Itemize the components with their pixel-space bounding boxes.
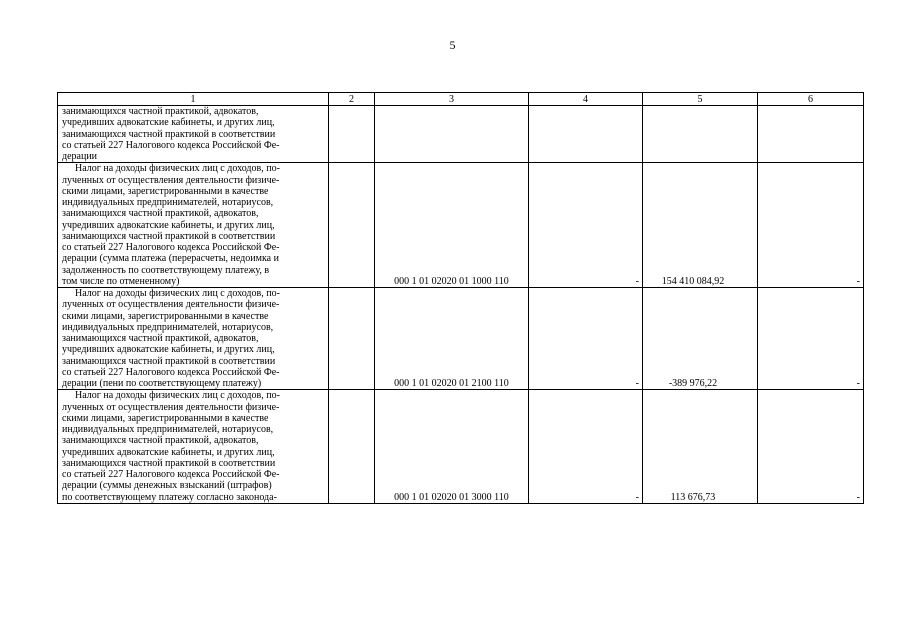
indicator-name-line: занимающихся частной практикой в соответствии	[62, 128, 276, 140]
indicator-name-line: дерации (суммы денежных взысканий (штрафов)	[62, 480, 272, 492]
amount-cell: -389 976,22	[643, 288, 758, 390]
indicator-name-cell	[58, 288, 329, 390]
indicator-name-line: Налог на доходы физических лиц с доходов, по-	[75, 288, 280, 299]
column-4-cell: -	[529, 390, 643, 504]
table-row	[58, 106, 864, 163]
indicator-name-line: занимающихся частной практикой, адвокатов,	[62, 106, 259, 117]
amount-cell	[643, 106, 758, 163]
indicator-name-cell	[58, 163, 329, 288]
indicator-name-line: индивидуальных предпринимателей, нотариусов,	[62, 424, 274, 435]
table-row	[58, 390, 864, 504]
column-header: 3	[375, 93, 529, 106]
column-header: 5	[643, 93, 758, 106]
header-row	[58, 93, 864, 106]
indicator-name-line: скими лицами, зарегистрированными в качестве	[62, 185, 269, 197]
column-2-cell	[329, 288, 375, 390]
column-header: 1	[58, 93, 329, 106]
indicator-name-line: Налог на доходы физических лиц с доходов, по-	[75, 390, 280, 402]
indicator-name-line: со статьей 227 Налогового кодекса Российской Фе-	[62, 242, 280, 253]
column-6-cell: -	[758, 163, 864, 288]
indicator-name-line: со статьей 227 Налогового кодекса Российской Фе-	[62, 469, 280, 480]
column-6-cell	[758, 106, 864, 163]
budget-code-cell: 000 1 01 02020 01 3000 110	[375, 390, 529, 504]
column-6-cell: -	[758, 390, 864, 504]
indicator-name-line: занимающихся частной практикой в соответствии	[62, 457, 276, 469]
indicator-name-line: занимающихся частной практикой в соответствии	[62, 355, 276, 367]
table-row	[58, 163, 864, 288]
column-4-cell	[529, 106, 643, 163]
budget-code-cell: 000 1 01 02020 01 1000 110	[375, 163, 529, 288]
indicator-name-line: Налог на доходы физических лиц с доходов, по-	[75, 163, 280, 175]
indicator-name-line: по соответствующему платежу согласно законода-	[62, 491, 277, 503]
amount-cell: 154 410 084,92	[643, 163, 758, 288]
indicator-name-line: лученных от осуществления деятельности физиче-	[62, 174, 280, 186]
budget-code-cell	[375, 106, 529, 163]
column-header: 4	[529, 93, 643, 106]
indicator-name-line: скими лицами, зарегистрированными в качестве	[62, 412, 269, 424]
column-2-cell	[329, 163, 375, 288]
indicator-name-cell	[58, 106, 329, 163]
indicator-name-line: занимающихся частной практикой, адвокатов,	[62, 208, 259, 220]
table-row	[58, 288, 864, 390]
column-2-cell	[329, 390, 375, 504]
indicator-name-line: лученных от осуществления деятельности физиче-	[62, 401, 280, 413]
indicator-name-line: индивидуальных предпринимателей, нотариусов,	[62, 197, 274, 208]
column-4-cell: -	[529, 288, 643, 390]
indicator-name-line: учредивших адвокатские кабинеты, и других лиц,	[62, 344, 275, 356]
indicator-name-line: учредивших адвокатские кабинеты, и других лиц,	[62, 446, 275, 458]
indicator-name-line: индивидуальных предпринимателей, нотариусов,	[62, 321, 274, 333]
indicator-name-line: со статьей 227 Налогового кодекса Российской Фе-	[62, 139, 280, 151]
indicator-name-line: лученных от осуществления деятельности физиче-	[62, 299, 280, 311]
column-6-cell: -	[758, 288, 864, 390]
indicator-name-line: скими лицами, зарегистрированными в качестве	[62, 310, 269, 322]
indicator-name-line: том числе по отмененному)	[62, 275, 180, 287]
indicator-name-line: дерации	[62, 151, 98, 162]
indicator-name-line: дерации (сумма платежа (перерасчеты, недоимка и	[62, 253, 279, 265]
indicator-name-line: задолженность по соответствующему платежу, в	[62, 264, 270, 276]
indicator-name-line: занимающихся частной практикой в соответствии	[62, 230, 276, 242]
budget-code-cell: 000 1 01 02020 01 2100 110	[375, 288, 529, 390]
page-number: 5	[449, 38, 456, 52]
column-2-cell	[329, 106, 375, 163]
column-header: 2	[329, 93, 375, 106]
indicator-name-line: со статьей 227 Налогового кодекса Российской Фе-	[62, 366, 280, 378]
column-header: 6	[758, 93, 864, 106]
indicator-name-cell	[58, 390, 329, 504]
indicator-name-line: занимающихся частной практикой, адвокатов,	[62, 333, 259, 344]
indicator-name-line: учредивших адвокатские кабинеты, и других лиц,	[62, 219, 275, 231]
amount-cell: 113 676,73	[643, 390, 758, 504]
indicator-name-line: занимающихся частной практикой, адвокатов,	[62, 435, 259, 447]
column-4-cell: -	[529, 163, 643, 288]
indicator-name-line: дерации (пени по соответствующему платежу)	[62, 378, 262, 389]
indicator-name-line: учредивших адвокатские кабинеты, и других лиц,	[62, 117, 275, 129]
report-table	[57, 92, 864, 504]
